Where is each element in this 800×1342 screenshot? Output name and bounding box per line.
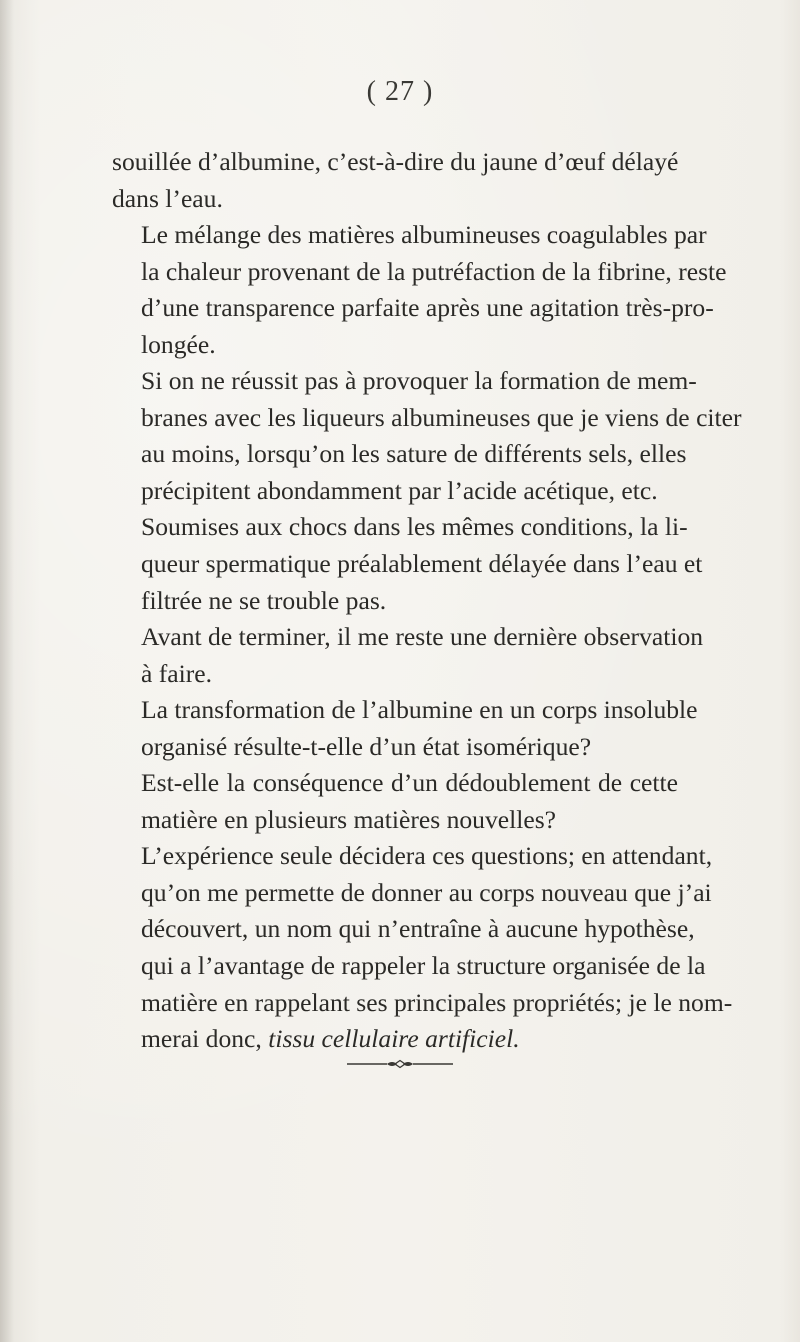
text-line-final bbox=[112, 1021, 678, 1058]
text-line: Le mélange des matières albumineuses coagulables par bbox=[141, 220, 707, 250]
text-line-start: merai donc, bbox=[141, 1024, 262, 1054]
page-number: ( 27 ) bbox=[366, 76, 434, 107]
italic-term: tissu cellulaire artificiel. bbox=[268, 1024, 520, 1054]
text-line: Est-elle la conséquence d’un dédoublement de cette bbox=[141, 768, 678, 798]
text-line: longée. bbox=[141, 329, 216, 359]
text-line: organisé résulte-t-elle d’un état isomérique? bbox=[141, 731, 592, 761]
text-line: branes avec les liqueurs albumineuses que je viens de citer bbox=[141, 402, 742, 432]
text-line: qu’on me permette de donner au corps nouveau que j’ai bbox=[141, 877, 712, 907]
text-line: précipitent abondamment par l’acide acétique, etc. bbox=[141, 475, 658, 505]
text-line: Soumises aux chocs dans les mêmes conditions, la li- bbox=[141, 512, 688, 542]
paragraph-5 bbox=[112, 619, 704, 692]
text-line: à faire. bbox=[141, 658, 213, 688]
spine-shadow bbox=[0, 0, 14, 1342]
body-text bbox=[112, 144, 742, 1058]
text-line: queur spermatique préalablement délayée dans l’eau et bbox=[141, 549, 703, 579]
end-ornament-icon bbox=[0, 1059, 800, 1069]
text-line: souillée d’albumine, c’est-à-dire du jaune d’œuf délayé bbox=[112, 147, 679, 176]
text-line: La transformation de l’albumine en un corps insoluble bbox=[141, 695, 698, 725]
text-line: dans l’eau. bbox=[112, 183, 223, 213]
paragraph-8 bbox=[112, 838, 733, 1057]
text-line: Avant de terminer, il me reste une dernière observation bbox=[141, 622, 704, 652]
paragraph-2 bbox=[112, 217, 727, 363]
text-line: Si on ne réussit pas à provoquer la formation de mem- bbox=[141, 366, 697, 396]
ornament-svg bbox=[345, 1059, 455, 1069]
paragraph-6 bbox=[112, 692, 698, 765]
paragraph-4 bbox=[112, 509, 703, 619]
paragraph-1 bbox=[112, 144, 678, 217]
text-line: découvert, un nom qui n’entraîne à aucune hypothèse, bbox=[141, 914, 695, 944]
paragraph-7 bbox=[112, 765, 678, 838]
text-line: L’expérience seule décidera ces questions; en attendant, bbox=[141, 841, 713, 871]
text-line: matière en plusieurs matières nouvelles? bbox=[141, 804, 557, 834]
text-line: la chaleur provenant de la putréfaction de la fibrine, reste bbox=[141, 256, 727, 286]
text-line: d’une transparence parfaite après une agitation très-pro- bbox=[141, 293, 714, 323]
text-line: au moins, lorsqu’on les sature de différents sels, elles bbox=[141, 439, 687, 469]
text-line: filtrée ne se trouble pas. bbox=[141, 585, 387, 615]
paragraph-3 bbox=[112, 363, 742, 509]
text-line: matière en rappelant ses principales propriétés; je le nom- bbox=[141, 987, 733, 1017]
text-line: qui a l’avantage de rappeler la structure organisée de la bbox=[141, 951, 706, 981]
